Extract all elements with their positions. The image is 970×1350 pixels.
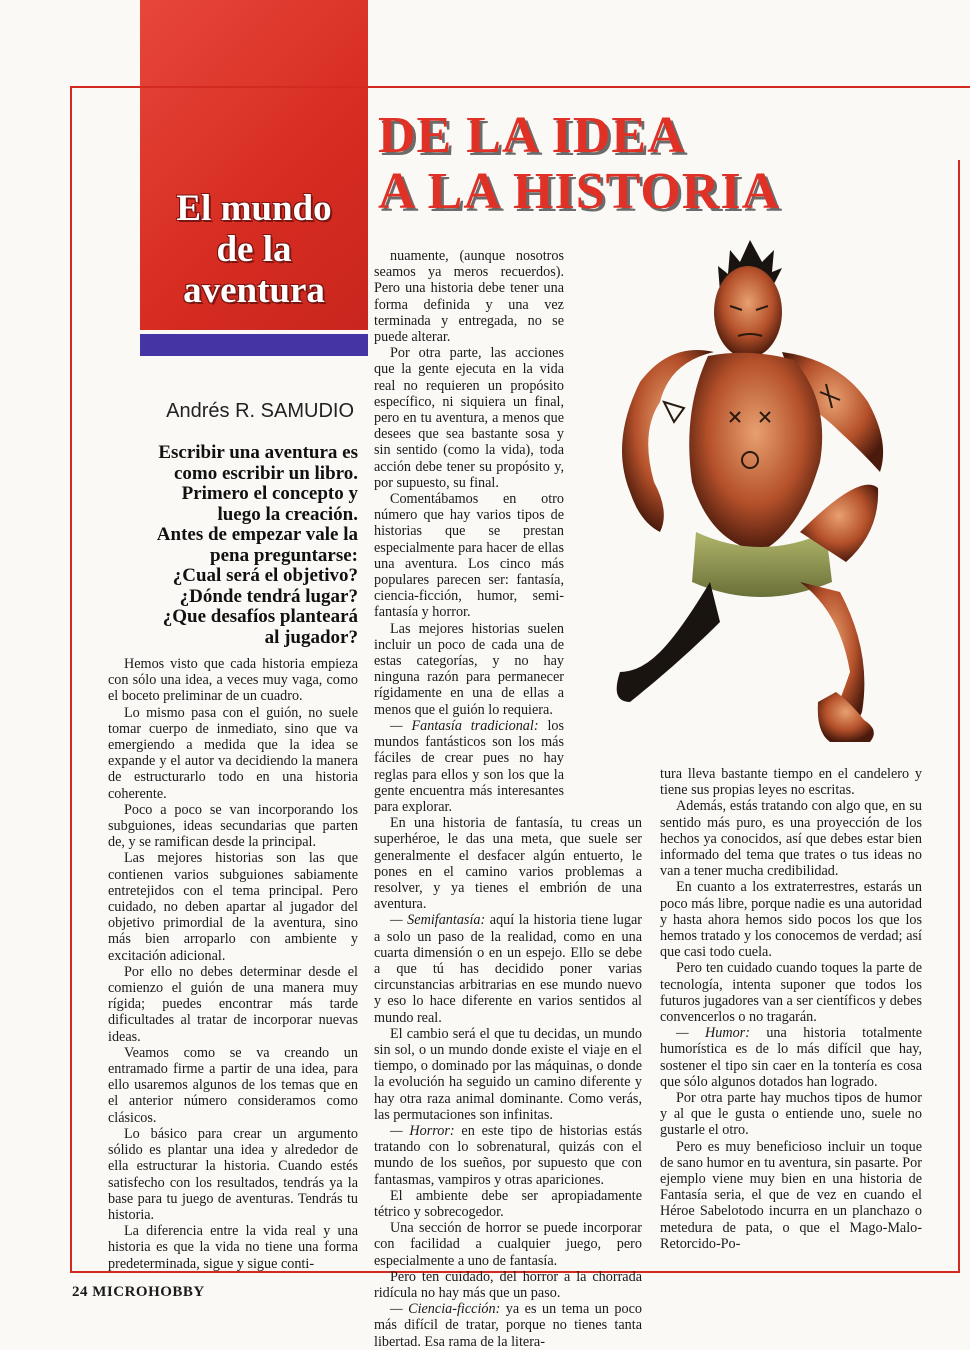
body-column-2-wide: [374, 815, 642, 1350]
body-paragraph: Poco a poco se van incorporando los subguiones, ideas secundarias que parten de, y se ramifican desde la principal.: [108, 801, 358, 851]
standfirst-line: como escribir un libro.: [173, 462, 358, 484]
standfirst-line: luego la creación.: [217, 503, 358, 525]
body-paragraph: Por otra parte hay muchos tipos de humor y al que le gusta o entiende uno, suele no gustarle el otro.: [660, 1090, 922, 1139]
body-paragraph: Una sección de horror se puede incorporar con facilidad a cualquier juego, pero especialmente a uno de fantasía.: [374, 1220, 642, 1269]
body-column-3: [660, 766, 922, 1252]
frame-right-rule: [958, 160, 960, 1272]
body-paragraph: Lo mismo pasa con el guión, no suele tomar cuerpo de inmediato, sino que va emergiendo a medida que la idea se expande y el autor va decidiendo la manera de estructurarlo todo en una historia coherente.: [108, 704, 358, 802]
body-paragraph: En una historia de fantasía, tu creas un superhéroe, le das una meta, que suele ser generalmente el desfacer algún entuerto, le pones en el camino varios problemas a resolver, y ya tienes el embrión de una aventura.: [374, 815, 642, 913]
section-title-line: aventura: [183, 270, 325, 311]
body-paragraph: El cambio será el que tu decidas, un mundo sin sol, o un mundo donde existe el viaje en el tiempo, o dominado por las máquinas, o donde la evolución ha seguido un camino diferente y hay otra raza animal dominante. Como verás, las permutaciones son infinitas.: [374, 1025, 642, 1123]
section-underline-bar: [140, 334, 368, 356]
body-paragraph: En cuanto a los extraterrestres, estarás un poco más libre, porque nadie es una autoridad y hasta ahora hemos sido pocos los que los hemos tratado y los conocemos de verdad; así que casi todo cuela.: [660, 879, 922, 961]
body-paragraph: Comentábamos en otro número que hay varios tipos de historias que se prestan especialmente para hacer de ellas una aventura. Los cinco más populares parecen ser: fantasía, ciencia-ficción, humor, semi-fantasía y horror.: [374, 491, 564, 621]
frame-top-rule: [70, 86, 970, 88]
standfirst-line: Antes de empezar vale la: [156, 524, 358, 545]
body-paragraph: Pero ten cuidado, del horror a la chorrada ridícula no hay más que un paso.: [374, 1268, 642, 1301]
body-paragraph: La diferencia entre la vida real y una historia es que la vida no tiene una forma predeterminada, sigue y sigue conti-: [108, 1223, 358, 1272]
standfirst-line: Escribir una aventura es: [158, 442, 358, 463]
author-byline: Andrés R. SAMUDIO: [166, 400, 354, 422]
body-paragraph: Hemos visto que cada historia empieza con sólo una idea, a veces muy vaga, como el boceto preliminar de un cuadro.: [108, 656, 358, 705]
headline-line: A LA HISTORIA: [378, 163, 781, 220]
page-footer: 24 MICROHOBBY: [72, 1284, 205, 1300]
body-paragraph: El ambiente debe ser apropiadamente tétrico y sobrecogedor.: [374, 1187, 642, 1220]
article-headline: [378, 108, 898, 220]
paragraph-label: — Humor:: [676, 1025, 750, 1042]
body-paragraph: Además, estás tratando con algo que, en su sentido más puro, es una proyección de los hechos ya conocidos, así que debes estar bien informado del tema que trates o tus ideas no van a tener mucha credibilidad.: [660, 798, 922, 880]
warrior-illustration: [600, 232, 900, 752]
body-paragraph: [660, 766, 922, 798]
body-paragraph: Pero ten cuidado cuando toques la parte de tecnología, intenta suponer que todos los futuros jugadores van a ser científicos y debes convencerlos o no tragarán.: [660, 960, 922, 1026]
body-paragraph: Las mejores historias son las que contienen varios subguiones sabiamente entretejidos con el tema principal. Pero cuidado, no deben apartar al jugador del objetivo primordial de la aventura, sino más bien arroparlo con ambiente y excitación adicional.: [108, 850, 358, 964]
body-paragraph: Por ello no debes determinar desde el comienzo el guión de una manera muy rígida; puedes encontrar más tarde dificultades al tratar de incorporar nuevas ideas.: [108, 963, 358, 1045]
body-paragraph: nuamente, (aunque nosotros seamos ya meros recuerdos). Pero una historia debe tener una forma definida y una vez terminada y entregada, no se puede alterar.: [374, 248, 564, 346]
body-paragraph: [374, 1301, 642, 1350]
section-title: [140, 188, 368, 311]
paragraph-text: tura lleva bastante tiempo en el candelero y tiene sus propias leyes no escritas.: [660, 766, 922, 799]
paragraph-label: — Semifantasía:: [390, 912, 486, 929]
body-column-2-narrow: [374, 248, 564, 815]
body-paragraph: Por otra parte, las acciones que la gente ejecuta en la vida real no requieren un propósito específico, ni siquiera un final, pero en tu aventura, a menos que desees que sea bastante sosa y sin sentido (como la vida), toda acción debe tener su propósito y, por supuesto, su final.: [374, 345, 564, 491]
body-paragraph: Veamos como se va creando un entramado firme a partir de una idea, para ello usaremos algunos de los temas que en el anterior número consideramos como clásicos.: [108, 1044, 358, 1126]
standfirst-line: ¿Dónde tendrá lugar?: [179, 585, 358, 607]
body-paragraph: Lo básico para crear un argumento sólido es plantar una idea y alrededor de ella estructurar la historia. Cuando estés satisfecho con los resultados, tendrás ya la base para tu juego de aventuras. Tendrás tu historia.: [108, 1125, 358, 1223]
headline-line: DE LA IDEA: [378, 107, 686, 164]
paragraph-text: los mundos fantásticos son los más fáciles de crear pues no hay reglas para ellos y son los que la gente encuentra más interesantes para explorar.: [374, 717, 564, 815]
paragraph-text: una historia totalmente humorística es de lo más difícil que hay, sostener el tipo sin caer en la tontería es cosa que sólo algunos dotados han logrado.: [660, 1025, 923, 1090]
paragraph-text: en este tipo de historias estás tratando con lo sobrenatural, quizás con el mundo de los sueños, por supuesto que con fantasmas, vampiros y otras apariciones.: [374, 1122, 642, 1188]
body-paragraph: [374, 912, 642, 1025]
body-paragraph: [374, 718, 564, 815]
paragraph-label: — Horror:: [390, 1122, 455, 1139]
article-standfirst: [96, 443, 358, 648]
body-paragraph: Las mejores historias suelen incluir un poco de cada una de estas categorías, y no hay ninguna razón para permanecer rígidamente en una de ellas a menos que el guión lo requiera.: [374, 620, 564, 718]
paragraph-text: ya es un tema un poco más difícil de tratar, porque no tienes tanta libertad. Esa rama de la litera-: [374, 1301, 642, 1350]
standfirst-line: pena preguntarse:: [210, 544, 358, 566]
paragraph-label: — Fantasía tradicional:: [390, 717, 539, 734]
body-paragraph: Pero es muy beneficioso incluir un toque de sano humor en tu aventura, sin pasarte. Por ejemplo viene muy bien en una historia de Fantasía seria, el que de vez en cuando el Héroe Sabelotodo incurra en un planchazo o metedura de pata, o que el Mago-Malo-Retorcido-Po-: [660, 1138, 922, 1252]
paragraph-label: — Ciencia-ficción:: [390, 1301, 501, 1318]
frame-left-rule: [70, 86, 72, 1272]
standfirst-line: al jugador?: [264, 626, 358, 648]
body-paragraph: [660, 1025, 922, 1090]
standfirst-line: ¿Que desafíos planteará: [162, 606, 358, 627]
body-column-1: [108, 656, 358, 1272]
standfirst-line: ¿Cual será el objetivo?: [172, 565, 358, 586]
section-title-line: El mundo: [176, 188, 332, 229]
standfirst-line: Primero el concepto y: [181, 483, 358, 504]
paragraph-text: aquí la historia tiene lugar a solo un paso de la realidad, como en una cuarta dimensión o en un espejo. Ello se debe a que tú has decidido poner varias circunstancias arbitrarias en ese mundo nuevo y eso lo hace diferente en varios sentidos al mundo real.: [374, 912, 643, 1026]
body-paragraph: [374, 1123, 642, 1188]
section-title-line: de la: [216, 229, 292, 270]
